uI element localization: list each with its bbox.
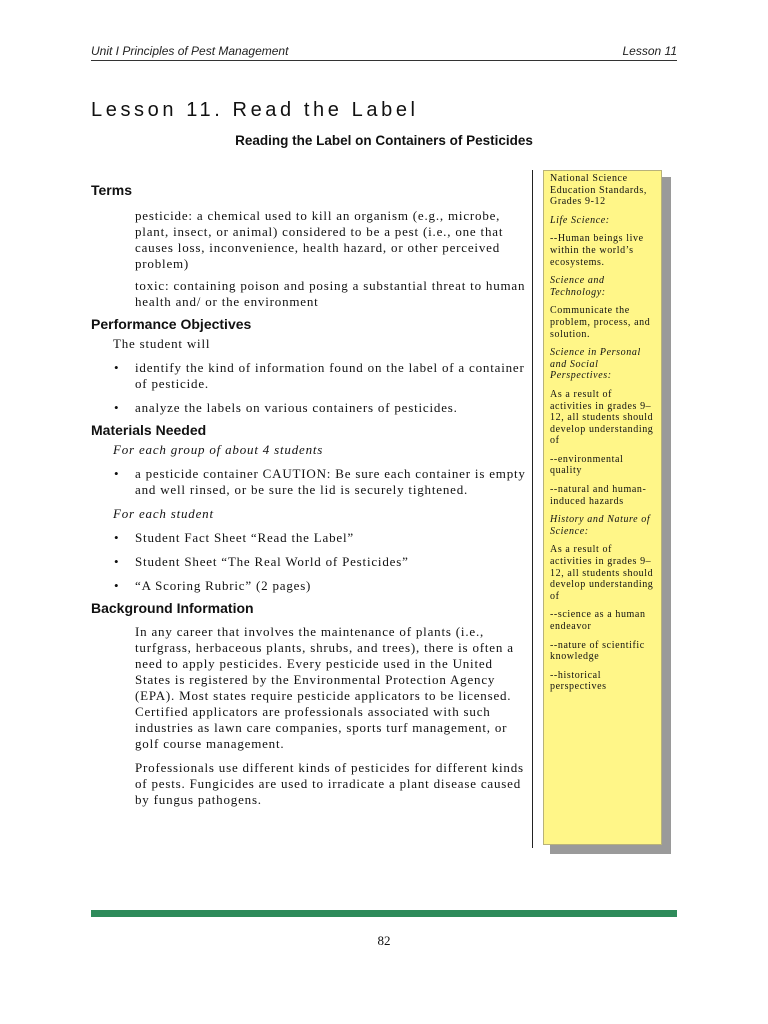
running-header-lesson: Lesson 11 <box>622 44 677 58</box>
sidebar-sci-tech-item: Communicate the problem, process, and solution. <box>550 305 651 340</box>
background-paragraph: In any career that involves the maintenance of plants (i.e., turfgrass, herbaceous plants, shrubs, and trees), there is often a need to apply pesticides. Every pesticide used in the United States is registered by the Environmental Protection Agency (EPA). Most states require pesticide applicators to be licensed. Certified applicators are professionals associated with such industries as lawn care companies, sports turf management, or golf course management. <box>135 624 514 751</box>
running-header-unit: Unit I Principles of Pest Management <box>91 44 289 58</box>
materials-group-label: For each group of about 4 students <box>113 442 324 457</box>
column-divider <box>532 170 533 848</box>
material-item: • Student Fact Sheet “Read the Label” <box>91 530 527 546</box>
standards-sidebar <box>543 170 662 845</box>
sidebar-history-item: --science as a human endeavor <box>550 609 646 632</box>
sidebar-history-item: --nature of scientific knowledge <box>550 639 645 663</box>
sidebar-title: National Science Education Standards, Grades 9-12 <box>550 173 647 208</box>
materials-student-label: For each student <box>113 506 214 521</box>
material-item: • “A Scoring Rubric” (2 pages) <box>91 578 527 594</box>
sidebar-personal: Science in Personal and Social Perspectives: <box>550 347 641 382</box>
page-number: 82 <box>377 933 391 948</box>
objectives-heading: Performance Objectives <box>91 316 252 332</box>
main-content <box>91 182 527 808</box>
sidebar-history-item: --historical perspectives <box>550 669 607 693</box>
objective-item: • identify the kind of information found on the label of a container of pesticide. <box>91 360 527 392</box>
objectives-intro: The student will <box>113 336 211 351</box>
materials-heading: Materials Needed <box>91 422 207 438</box>
material-item: • Student Sheet “The Real World of Pesticides” <box>91 554 527 570</box>
sidebar-life-science: Life Science: <box>550 214 610 226</box>
background-heading: Background Information <box>91 600 254 616</box>
term-pesticide: pesticide: a chemical used to kill an organism (e.g., microbe, plant, insect, or animal) considered to be a pest (i.e., one that causes loss, inconvenience, health hazard, or other perceived problem) <box>135 208 504 271</box>
sidebar-history: History and Nature of Science: <box>550 514 651 537</box>
sidebar-personal-item: --natural and human-induced hazards <box>550 484 647 507</box>
terms-heading: Terms <box>91 182 132 198</box>
objective-item: • analyze the labels on various containers of pesticides. <box>91 400 527 416</box>
material-item: • a pesticide container CAUTION: Be sure each container is empty and well rinsed, or be sure the lid is securely tightened. <box>91 466 527 498</box>
footer-bar <box>91 910 677 917</box>
term-toxic: toxic: containing poison and posing a substantial threat to human health and/ or the environment <box>135 278 526 309</box>
sidebar-personal-intro: As a result of activities in grades 9–12, all students should develop understanding of <box>550 388 654 447</box>
background-paragraph: Professionals use different kinds of pesticides for different kinds of pests. Fungicides are used to irradicate a plant disease caused by fungus pathogens. <box>135 760 524 807</box>
lesson-title: Lesson 11. Read the Label <box>91 99 419 121</box>
lesson-subtitle: Reading the Label on Containers of Pesticides <box>235 133 533 148</box>
sidebar-life-science-item: --Human beings live within the world’s ecosystems. <box>550 233 644 268</box>
sidebar-sci-tech: Science and Technology: <box>550 275 606 298</box>
sidebar-personal-item: --environmental quality <box>550 453 624 477</box>
header-rule <box>91 60 677 61</box>
sidebar-history-intro: As a result of activities in grades 9–12, all students should develop understanding of <box>550 544 654 602</box>
